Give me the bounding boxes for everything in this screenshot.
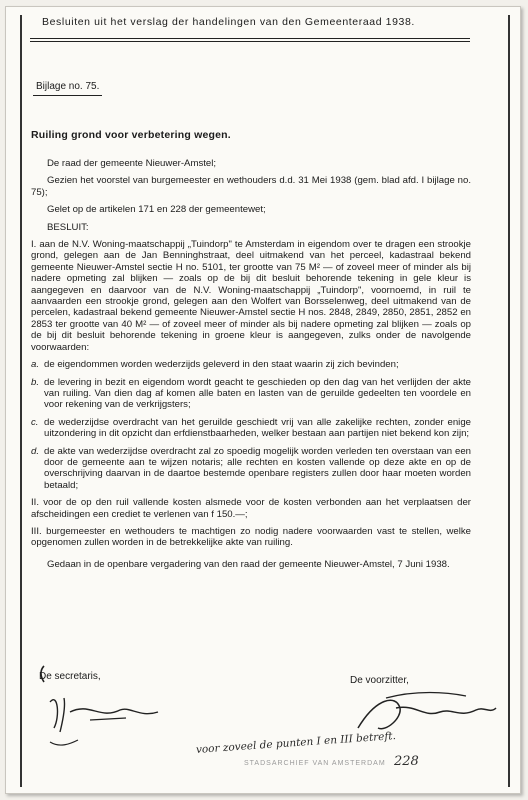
secretary-label: De secretaris, xyxy=(39,671,101,682)
condition-label: d. xyxy=(31,445,40,457)
handwritten-note: voor zoveel de punten I en III betreft. xyxy=(195,730,397,756)
article-three: III. burgemeester en wethouders te machtigen zo nodig nadere voorwaarden vast te stellen, welke opgenomen zullen worden in de betrekkelijke akte van ruiling. xyxy=(31,525,471,549)
article-two: II. voor de op den ruil vallende kosten alsmede voor de kosten verbonden aan het verplaatsen der afscheidingen een crediet te verlenen van f 150.—; xyxy=(31,497,471,520)
condition-a xyxy=(31,359,471,370)
condition-label: b. xyxy=(31,376,40,388)
chairman-label: De voorzitter, xyxy=(350,675,409,686)
condition-d xyxy=(31,446,471,492)
archive-number: 228 xyxy=(394,754,419,769)
gelet-line: Gelet op de artikelen 171 en 228 der gemeentewet; xyxy=(47,204,266,216)
secretary-signature xyxy=(30,662,180,752)
document-header: Besluiten uit het verslag der handelingen van den Gemeenteraad 1938. xyxy=(42,16,415,28)
council-line: De raad der gemeente Nieuwer-Amstel; xyxy=(47,158,217,169)
besluit-heading: BESLUIT: xyxy=(47,221,89,233)
decision-title: Ruiling grond voor verbetering wegen. xyxy=(31,129,231,141)
condition-text: de eigendommen worden wederzijds geleverd in den staat waarin zij zich bevinden; xyxy=(44,359,399,371)
condition-label: c. xyxy=(31,416,39,428)
archive-stamp: STADSARCHIEF VAN AMSTERDAM xyxy=(244,760,386,767)
article-one: I. aan de N.V. Woning-maatschappij „Tuindorp" te Amsterdam in eigendom over te dragen een strookje grond, gelegen aan de Jan Benninghstraat, deel uitmakend van het perceel, kadastraal bekend gemeente Nieuwer-Amstel sectie H no. 5101, ter grootte van 75 M² — of zoveel meer of minder als bij nadere opmeting zal blijken — zoals op de bij dit besluit behorende tekening in gele kleur is aangegeven en daarvoor van de N.V. Woning-maatschappij „Tuindorp", voornoemd, in ruil te aanvaarden een strookje grond, gelegen aan den Wolfert van Borsselenweg, deel uitmakend van de percelen, kadastraal bekend gemeente Nieuwer-Amstel sectie H nos. 2848, 2849, 2850, 2851, 2852 en 2853 ter grootte van 40 M² — of zoveel meer of minder als bij nadere opmeting zal blijken — zoals op de bij dit besluit behorende tekening in groene kleur is aangegeven, zulks onder de navolgende voorwaarden: xyxy=(31,239,471,353)
closing-line: Gedaan in de openbare vergadering van den raad der gemeente Nieuwer-Amstel, 7 Juni 1938. xyxy=(47,558,450,570)
condition-label: a. xyxy=(31,359,40,371)
condition-text: de levering in bezit en eigendom wordt geacht te geschieden op den dag van het verlijden der akte van ruiling. Van dien dag af komen alle baten en lasten van de geruilde gedeelten ten voordele en voor rekening van de verkrijgsters; xyxy=(44,376,471,411)
header-rule-double xyxy=(30,41,470,42)
condition-text: de wederzijdse overdracht van het geruilde geschiedt vrij van alle zakelijke rechten, zonder enige uitzondering in dit opzicht dan erfdienstbaarheden, welker bestaan aan partijen niet bekend kon zijn; xyxy=(44,416,471,440)
gezien-line: Gezien het voorstel van burgemeester en wethouders d.d. 31 Mei 1938 (gem. blad afd. I bijlage no. 75); xyxy=(31,175,471,198)
condition-b xyxy=(31,377,471,411)
header-rule xyxy=(30,38,470,39)
annex-number: Bijlage no. 75. xyxy=(33,80,102,96)
condition-text: de akte van wederzijdse overdracht zal zo spoedig mogelijk worden verleden ten overstaan van een door de gemeente aan te wijzen notaris; alle rechten en kosten vallende op deze akte en op de overschrijving daarvan in de daartoe bestemde openbare registers zullen door haar moeten worden betaald; xyxy=(44,445,471,491)
condition-c xyxy=(31,417,471,440)
decision-body xyxy=(31,158,471,570)
